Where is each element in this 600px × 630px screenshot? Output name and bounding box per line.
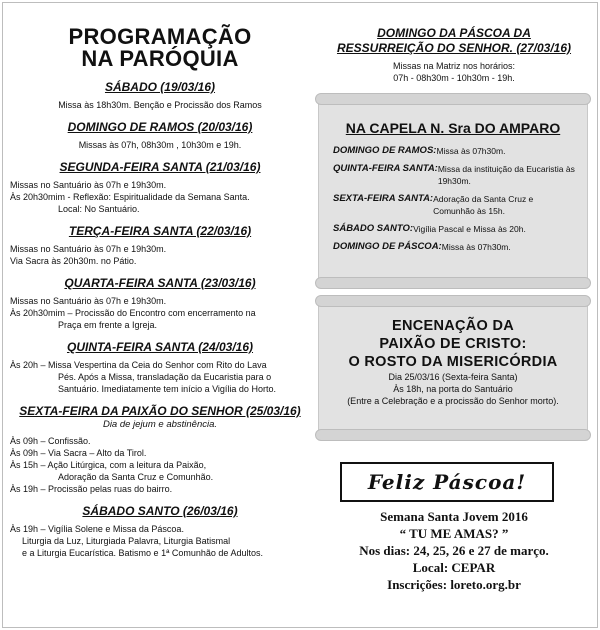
schedule-line: Missa às 18h30m. Benção e Procissão dos Ramos: [58, 100, 262, 110]
schedule-line: Às 19h – Procissão pelas ruas do bairro.: [10, 484, 173, 494]
capela-row-detail: Adoração da Santa Cruz e Comunhão às 15h.: [433, 194, 534, 216]
capela-row-detail: Missa às 07h30m.: [436, 146, 506, 156]
schedule-section: [10, 504, 310, 559]
pascoa-title-line1: DOMINGO DA PÁSCOA DA: [377, 26, 531, 40]
schedule-section: [10, 224, 310, 267]
capela-row-detail: Missa às 07h30m.: [441, 242, 511, 252]
feliz-pascoa-text: Feliz Páscoa!: [367, 470, 527, 494]
schedule-line: Santuário. Imediatamente tem início a Vigília do Horto.: [58, 384, 276, 394]
schedule-sections: [10, 80, 310, 559]
schedule-section: [10, 120, 310, 151]
capela-row-day: QUINTA-FEIRA SANTA:: [333, 163, 438, 174]
schedule-line: Missas no Santuário às 07h e 19h30m.: [10, 296, 167, 306]
schedule-line: Via Sacra às 20h30m. no Pátio.: [10, 256, 137, 266]
capela-row: [333, 241, 577, 253]
section-title: QUARTA-FEIRA SANTA (23/03/16): [64, 276, 256, 290]
schedule-line: Missas no Santuário às 07h e 19h30m.: [10, 180, 167, 190]
section-title: SÁBADO (19/03/16): [104, 80, 216, 94]
capela-row: [333, 163, 577, 187]
capela-rows: [319, 145, 587, 253]
capela-row: [333, 145, 577, 157]
capela-title: NA CAPELA N. Sra DO AMPARO: [345, 120, 561, 136]
schedule-section: [10, 160, 310, 215]
jovem-inscricoes: Inscrições: loreto.org.br: [387, 577, 521, 592]
main-title-line1: PROGRAMAÇÃO: [68, 24, 252, 49]
encenacao-detail1: Dia 25/03/16 (Sexta-feira Santa): [388, 372, 518, 382]
capela-row-day: SÁBADO SANTO:: [333, 223, 414, 234]
capela-scroll-panel: [318, 98, 588, 284]
feliz-pascoa-banner: [340, 462, 554, 502]
schedule-line: Às 19h – Vigília Solene e Missa da Páscoa.: [10, 524, 184, 534]
encenacao-detail2: Às 18h, na porta do Santuário: [393, 384, 513, 394]
schedule-line: Às 20h – Missa Vespertina da Ceia do Senhor com Rito do Lava: [10, 360, 267, 370]
schedule-line: Às 09h – Via Sacra – Alto da Tirol.: [10, 448, 147, 458]
encenacao-detail3: (Entre a Celebração e a procissão do Senhor morto).: [347, 396, 559, 406]
section-title: SEXTA-FEIRA DA PAIXÃO DO SENHOR (25/03/16): [19, 404, 301, 418]
schedule-line: Local: No Santuário.: [58, 204, 140, 214]
capela-row-day: DOMINGO DE RAMOS:: [333, 145, 437, 156]
schedule-section: [10, 80, 310, 111]
encenacao-line2: PAIXÃO DE CRISTO:: [379, 336, 527, 352]
capela-row-detail: Missa da instituição da Eucaristia às 19h30m.: [437, 164, 575, 186]
section-title: DOMINGO DE RAMOS (20/03/16): [67, 120, 253, 134]
schedule-line: Às 20h30mim – Procissão do Encontro com encerramento na: [10, 308, 256, 318]
jovem-title: Semana Santa Jovem 2016: [380, 509, 528, 524]
semana-santa-jovem: [318, 508, 590, 593]
pascoa-line2: 07h - 08h30m - 10h30m - 19h.: [393, 73, 515, 83]
parish-schedule-column: [10, 26, 310, 568]
encenacao-line1: ENCENAÇÃO DA: [391, 318, 515, 334]
jovem-dates: Nos dias: 24, 25, 26 e 27 de março.: [359, 543, 549, 558]
jovem-theme: “ TU ME AMAS? ”: [399, 526, 509, 541]
schedule-line: Adoração da Santa Cruz e Comunhão.: [58, 472, 214, 482]
schedule-line: Pés. Após a Missa, transladação da Eucaristia para o: [58, 372, 272, 382]
schedule-section: [10, 340, 310, 395]
pascoa-line1: Missas na Matriz nos horários:: [392, 61, 516, 71]
section-title: TERÇA-FEIRA SANTA (22/03/16): [68, 224, 252, 238]
jovem-local: Local: CEPAR: [412, 560, 496, 575]
main-title-line2: NA PARÓQUIA: [81, 46, 239, 71]
capela-row-day: DOMINGO DE PÁSCOA:: [333, 241, 442, 252]
pascoa-title-line2: RESSURREIÇÃO DO SENHOR. (27/03/16): [336, 41, 572, 55]
schedule-line: Missas às 07h, 08h30m , 10h30m e 19h.: [78, 140, 242, 150]
schedule-line: Às 15h – Ação Litúrgica, com a leitura da Paixão,: [10, 460, 207, 470]
schedule-section: [10, 404, 310, 495]
encenacao-scroll-panel: [318, 300, 588, 436]
section-title: QUINTA-FEIRA SANTA (24/03/16): [66, 340, 254, 354]
schedule-line: Missas no Santuário às 07h e 19h30m.: [10, 244, 167, 254]
schedule-section: [10, 276, 310, 331]
schedule-line: Às 09h – Confissão.: [10, 436, 91, 446]
section-title: SÁBADO SANTO (26/03/16): [82, 504, 238, 518]
capela-row-detail: Vigília Pascal e Missa às 20h.: [413, 224, 526, 234]
pascoa-column: [318, 26, 590, 84]
capela-row: [333, 193, 577, 217]
section-title: SEGUNDA-FEIRA SANTA (21/03/16): [59, 160, 261, 174]
schedule-line: Às 20h30mim - Reflexão: Espiritualidade da Semana Santa.: [10, 192, 250, 202]
section-subtitle: Dia de jejum e abstinência.: [102, 419, 218, 430]
encenacao-line3: O ROSTO DA MISERICÓRDIA: [348, 354, 558, 370]
capela-row: [333, 223, 577, 235]
schedule-line: Praça em frente a Igreja.: [58, 320, 158, 330]
schedule-line: e a Liturgia Eucarística. Batismo e 1ª Comunhão de Adultos.: [22, 548, 263, 558]
schedule-line: Liturgia da Luz, Liturgiada Palavra, Liturgia Batismal: [22, 536, 231, 546]
capela-row-day: SEXTA-FEIRA SANTA:: [333, 193, 434, 204]
